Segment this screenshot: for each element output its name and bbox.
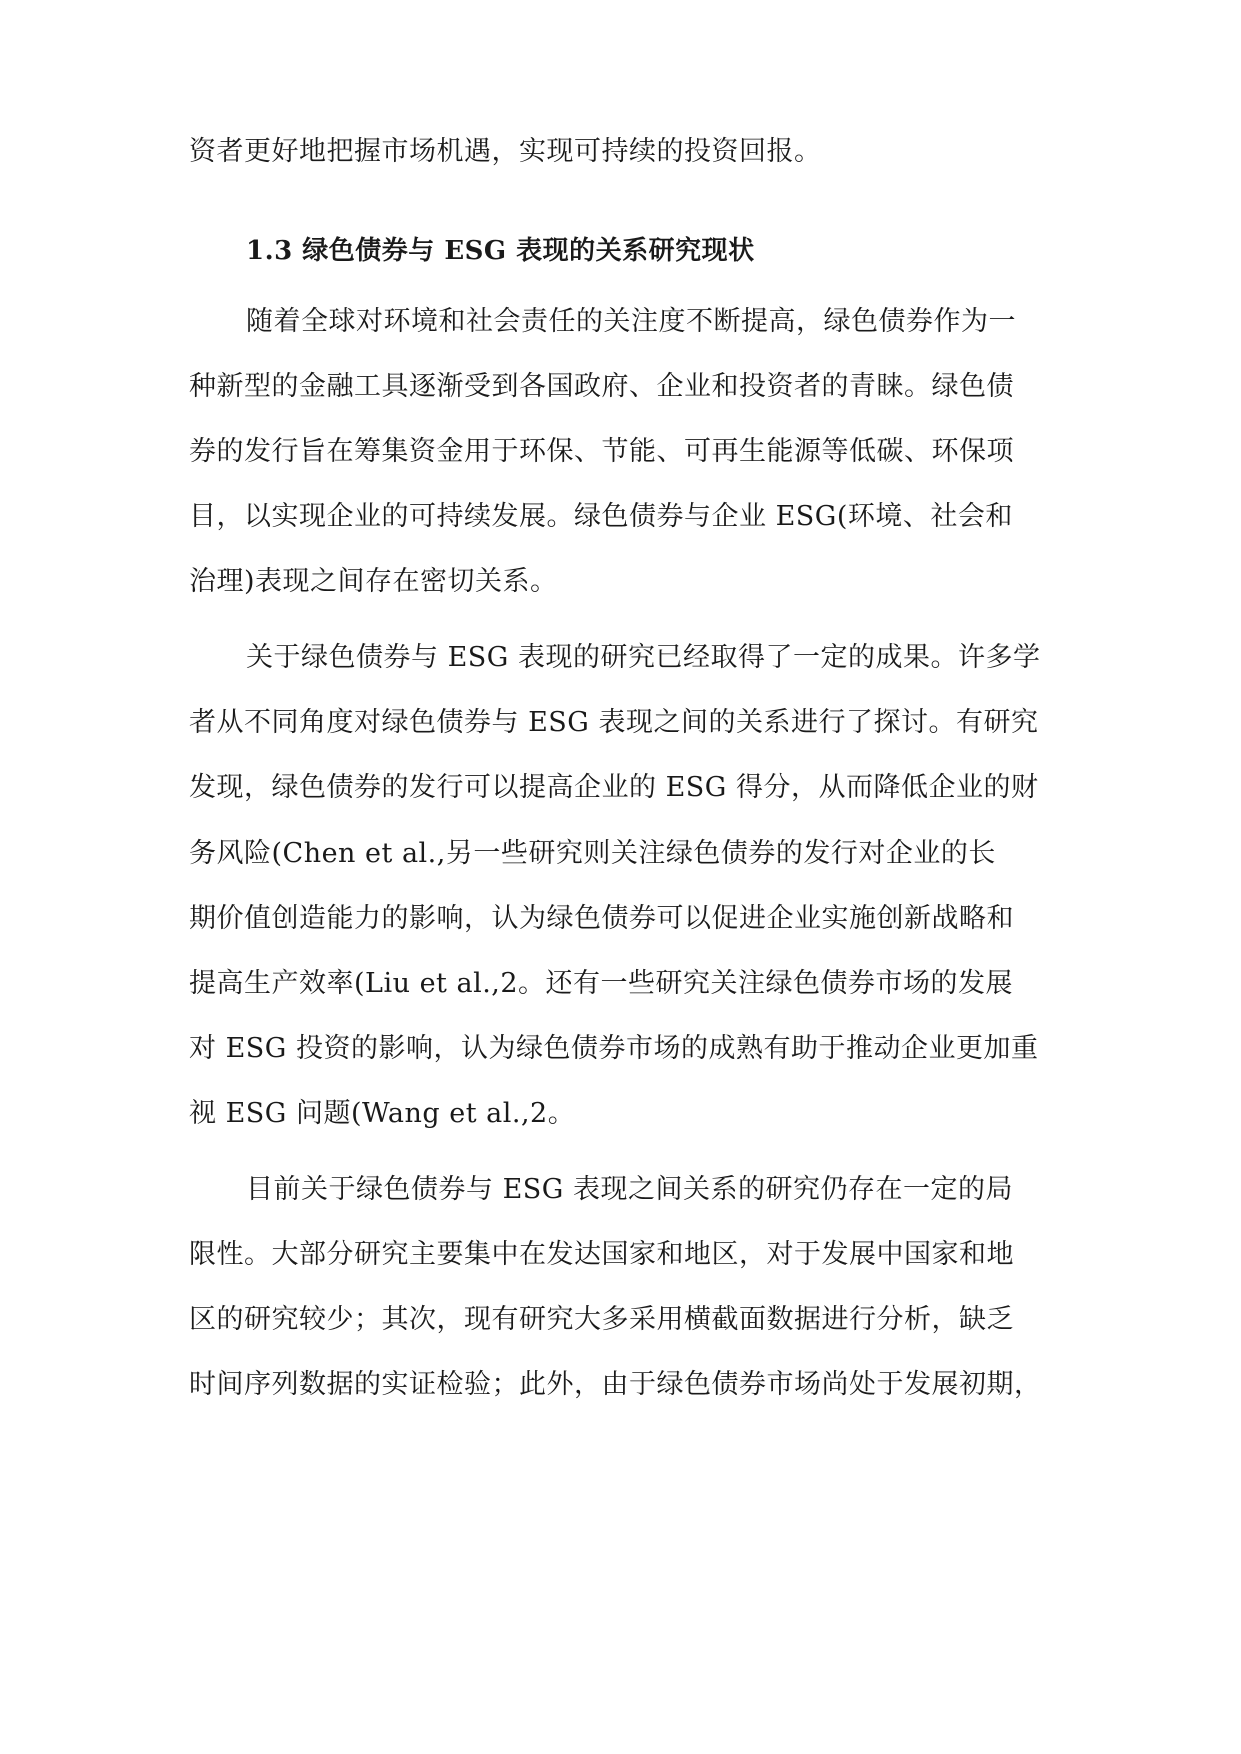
text-line: 种新型的金融工具逐渐受到各国政府、企业和投资者的青睐。绿色债 [189, 371, 1014, 402]
text-line: 提高生产效率(Liu et al.,2。还有一些研究关注绿色债券市场的发展 [189, 968, 1014, 999]
text-line: 关于绿色债券与 ESG 表现的研究已经取得了一定的成果。许多学 [246, 642, 1041, 673]
text-line: 随着全球对环境和社会责任的关注度不断提高，绿色债券作为一 [246, 306, 1016, 337]
text-line: 目前关于绿色债券与 ESG 表现之间关系的研究仍存在一定的局 [246, 1174, 1013, 1205]
text-line: 资者更好地把握市场机遇，实现可持续的投资回报。 [189, 136, 822, 167]
section-heading: 1.3 绿色债券与 ESG 表现的关系研究现状 [246, 236, 755, 266]
text-line: 期价值创造能力的影响，认为绿色债券可以促进企业实施创新战略和 [189, 903, 1014, 934]
text-line: 目，以实现企业的可持续发展。绿色债券与企业 ESG(环境、社会和 [189, 501, 1013, 532]
text-line: 务风险(Chen et al.,另一些研究则关注绿色债券的发行对企业的长 [189, 838, 996, 869]
text-line: 发现，绿色债券的发行可以提高企业的 ESG 得分，从而降低企业的财 [189, 772, 1039, 803]
text-line: 对 ESG 投资的影响，认为绿色债券市场的成熟有助于推动企业更加重 [189, 1033, 1039, 1064]
text-line: 视 ESG 问题(Wang et al.,2。 [189, 1098, 576, 1129]
text-line: 区的研究较少；其次，现有研究大多采用横截面数据进行分析，缺乏 [189, 1304, 1014, 1335]
text-line: 券的发行旨在筹集资金用于环保、节能、可再生能源等低碳、环保项 [189, 436, 1014, 467]
text-line: 治理)表现之间存在密切关系。 [189, 566, 558, 597]
text-line: 限性。大部分研究主要集中在发达国家和地区，对于发展中国家和地 [189, 1239, 1014, 1270]
text-line: 时间序列数据的实证检验；此外，由于绿色债券市场尚处于发展初期， [189, 1369, 1042, 1400]
text-line: 者从不同角度对绿色债券与 ESG 表现之间的关系进行了探讨。有研究 [189, 707, 1039, 738]
